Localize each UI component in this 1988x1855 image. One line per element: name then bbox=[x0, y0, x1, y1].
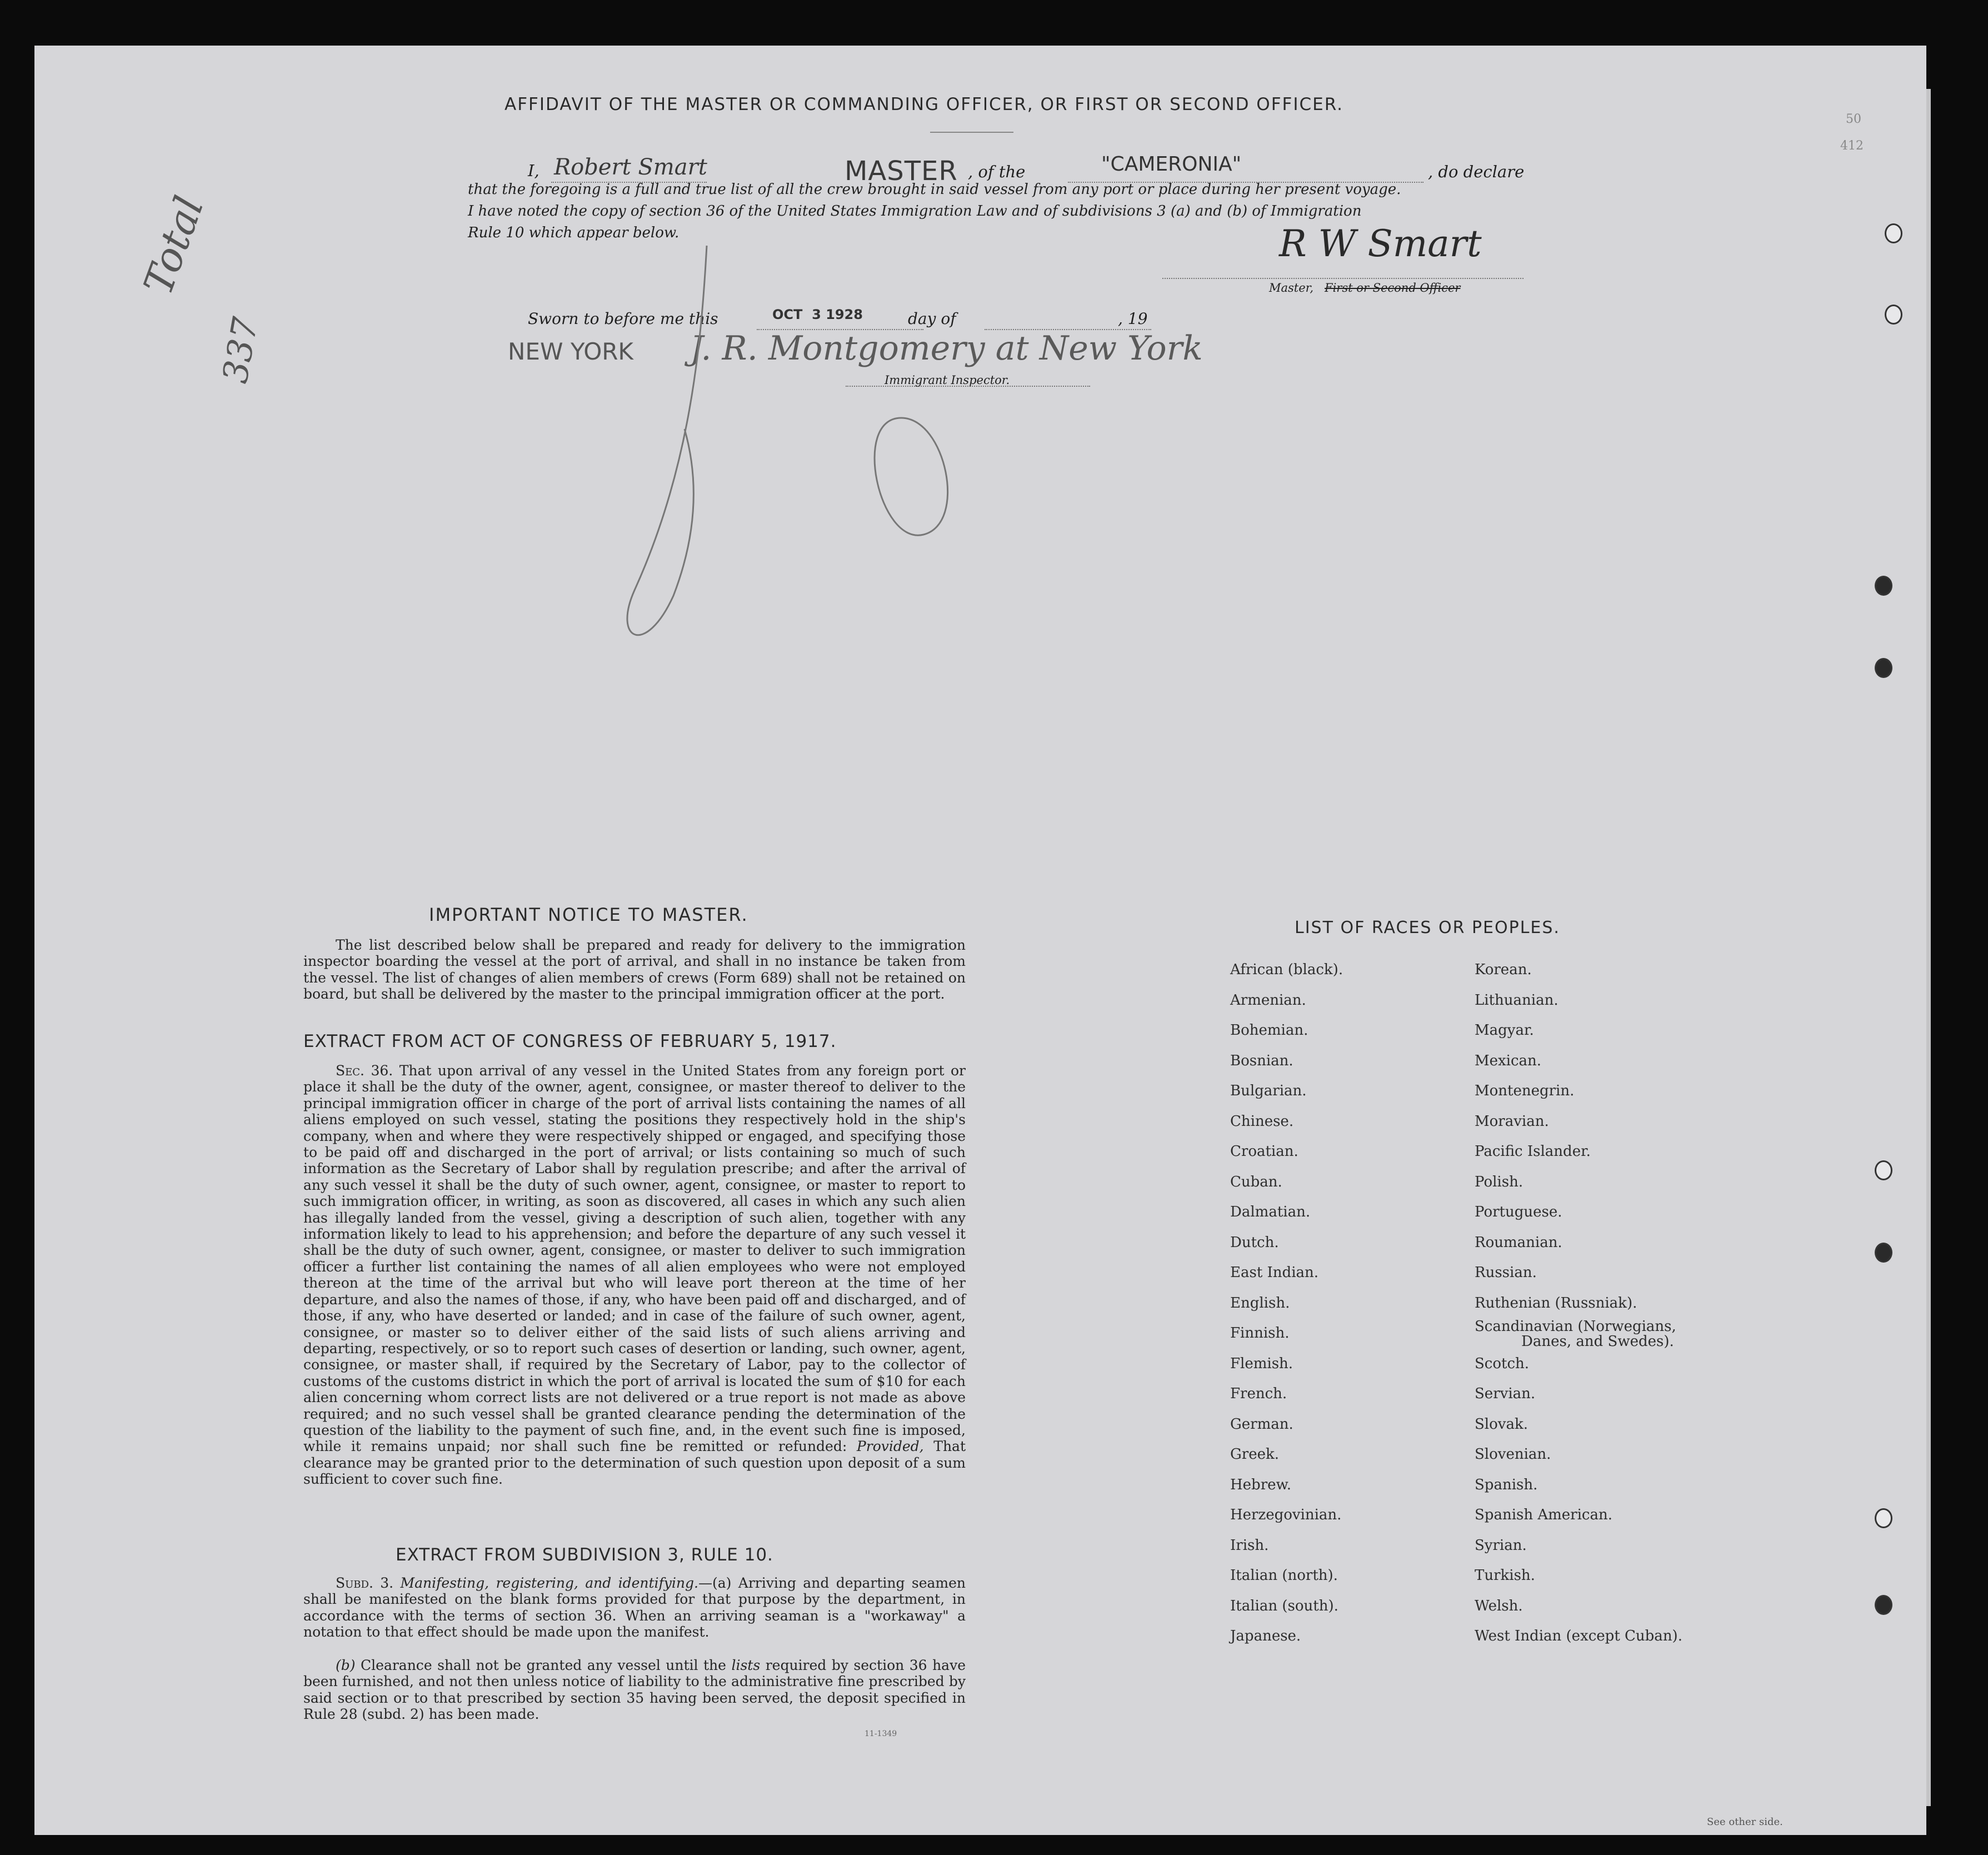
place-stamp: NEW YORK bbox=[508, 338, 633, 365]
race-item: Cuban. bbox=[1230, 1173, 1282, 1190]
act-body bbox=[303, 1063, 966, 1488]
inspector-flourish bbox=[590, 235, 1090, 679]
master-stamp: MASTER bbox=[845, 156, 958, 187]
race-item: Roumanian. bbox=[1475, 1234, 1562, 1251]
race-item: West Indian (except Cuban). bbox=[1475, 1628, 1682, 1644]
form-code: 11-1349 bbox=[865, 1729, 897, 1738]
year-prefix: , 19 bbox=[1118, 310, 1148, 328]
race-item: Pacific Islander. bbox=[1475, 1143, 1591, 1160]
vessel-name-stamp: "CAMERONIA" bbox=[1101, 153, 1242, 176]
affidavit-heading: AFFIDAVIT OF THE MASTER OR COMMANDING OFFICER, OR FIRST OR SECOND OFFICER. bbox=[505, 94, 1344, 114]
race-item: Bohemian. bbox=[1230, 1022, 1308, 1039]
race-item: Slovak. bbox=[1475, 1415, 1528, 1433]
rule-body-a bbox=[303, 1575, 966, 1640]
race-item: Dutch. bbox=[1230, 1234, 1279, 1251]
punch-hole bbox=[1875, 1243, 1892, 1263]
do-declare-label: , do declare bbox=[1428, 162, 1525, 181]
races-heading: LIST OF RACES OR PEOPLES. bbox=[1295, 918, 1560, 938]
race-item: Spanish. bbox=[1475, 1476, 1538, 1493]
master-name-handwritten: Robert Smart bbox=[554, 154, 707, 180]
race-item: German. bbox=[1230, 1415, 1293, 1433]
punch-hole bbox=[1875, 1160, 1892, 1180]
notice-body-text: The list described below shall be prepared and ready for delivery to the immigration inspector boarding the vessel at the port of arrival, and shall in no instance be taken from the vessel. The list of changes of alien members of crews (Form 689) shall not be retained on board, but shall be delivered by the master to the principal immigration officer at the port. bbox=[303, 937, 966, 1003]
notice-body bbox=[303, 937, 966, 1003]
race-item: Mexican. bbox=[1475, 1052, 1542, 1069]
rule-b-label: (b) bbox=[336, 1657, 356, 1673]
rule-a-text: —(a) Arriving and departing seamen shall be manifested on the blank forms provided for that purpose by the department, in accordance with the terms of section 36. When an arriving seaman is a "workaway" a notation to that effect should be made upon the manifest. bbox=[303, 1575, 966, 1640]
race-item: Irish. bbox=[1230, 1537, 1269, 1554]
rule-b-text-2: required by section 36 have been furnished, and not then unless notice of liability to the administrative fine prescribed by said section or to that prescribed by section 35 having been served, the deposit specified in Rule 28 (subd. 2) has been made. bbox=[303, 1657, 966, 1723]
race-item: Bosnian. bbox=[1230, 1052, 1293, 1069]
race-item: Greek. bbox=[1230, 1446, 1279, 1463]
race-item: Japanese. bbox=[1230, 1628, 1301, 1644]
punch-hole bbox=[1885, 305, 1902, 325]
punch-hole bbox=[1875, 1595, 1892, 1615]
race-item: Polish. bbox=[1475, 1173, 1524, 1190]
race-item: Finnish. bbox=[1230, 1325, 1290, 1342]
corner-mark-a: 50 bbox=[1846, 112, 1861, 126]
act-body-end: That clearance may be granted prior to the determination of such question upon deposit of a sum sufficient to cover such fine. bbox=[303, 1438, 966, 1488]
rule-heading: EXTRACT FROM SUBDIVISION 3, RULE 10. bbox=[396, 1545, 773, 1565]
sworn-text: Sworn to before me this bbox=[528, 310, 718, 328]
race-item: Spanish American. bbox=[1475, 1507, 1613, 1523]
punch-hole bbox=[1875, 658, 1892, 678]
inspector-signature: J. R. Montgomery at New York bbox=[690, 329, 1203, 368]
race-item: Lithuanian. bbox=[1475, 991, 1559, 1009]
race-item: Armenian. bbox=[1230, 991, 1306, 1009]
race-item: Bulgarian. bbox=[1230, 1083, 1307, 1099]
race-item: Croatian. bbox=[1230, 1143, 1298, 1160]
race-item: Dalmatian. bbox=[1230, 1204, 1311, 1220]
punch-hole bbox=[1885, 223, 1902, 243]
race-item: English. bbox=[1230, 1294, 1290, 1312]
master-signature: R W Smart bbox=[1279, 222, 1482, 265]
race-item: Syrian. bbox=[1475, 1537, 1527, 1554]
race-item: Hebrew. bbox=[1230, 1476, 1291, 1493]
race-item: Welsh. bbox=[1475, 1597, 1523, 1614]
race-item: Scandinavian (Norwegians, bbox=[1475, 1318, 1676, 1335]
race-item: Slovenian. bbox=[1475, 1446, 1551, 1463]
notice-heading: IMPORTANT NOTICE TO MASTER. bbox=[429, 904, 748, 925]
day-of-label: day of bbox=[908, 310, 956, 328]
document-page bbox=[34, 46, 1926, 1835]
race-item: Servian. bbox=[1475, 1385, 1536, 1402]
inspector-caption: Immigrant Inspector. bbox=[885, 373, 1010, 387]
race-item: Herzegovinian. bbox=[1230, 1507, 1342, 1523]
sworn-date-stamp: OCT 3 1928 bbox=[772, 307, 863, 322]
i-prefix: I, bbox=[528, 161, 540, 180]
race-item: Montenegrin. bbox=[1475, 1083, 1575, 1099]
corner-mark-b: 412 bbox=[1840, 139, 1864, 153]
race-item: Turkish. bbox=[1475, 1567, 1535, 1584]
race-item: Portuguese. bbox=[1475, 1204, 1562, 1220]
rule-b-text-1: Clearance shall not be granted any vessel until the bbox=[361, 1657, 726, 1673]
race-item: French. bbox=[1230, 1385, 1287, 1402]
rule-subd-label: Subd. 3. bbox=[336, 1575, 394, 1591]
punch-hole bbox=[1875, 576, 1892, 596]
margin-note-count: 337 bbox=[214, 314, 266, 386]
act-body-text: That upon arrival of any vessel in the United States from any foreign port or place it shall be the duty of the owner, agent, consignee, or master thereof to deliver to the principal immigration officer in charge of the port of arrival lists containing the names of all aliens employed on such vessel, stating the positions they respectively hold in the ship's company, when and where they were respectively shipped or engaged, and specifying those to be paid off and discharged in the port of arrival; or lists containing so much of such information as the Secretary of Labor shall by regulation prescribe; and after the arrival of any such vessel it shall be the duty of such owner, agent, consignee, or master to report to such immigration officer, in writing, as soon as discovered, all cases in which any such alien has illegally landed from the vessel, giving a description of such alien, together with any information likely to lead to his apprehension; and before the departure of any such vessel it shall be the duty of such owner, agent, consignee, or master to deliver to such immigration officer a further list containing the names of all alien employees who were not employed thereon at the time of the arrival but who will leave port thereon at the time of her departure, and also the names of those, if any, who have been paid off and discharged, and of those, if any, who have deserted or landed; and in case of the failure of such owner, agent, consignee, or master so to deliver either of the said lists of such aliens arriving and departing, respectively, or so to report such cases of desertion or landing, such owner, agent, consignee, or master shall, if required by the Secretary of Labor, pay to the collector of customs of the customs district in which the port of arrival is located the sum of $10 for each alien concerning whom correct lists are not delivered or a true report is not made as above required; and no such vessel shall be granted clearance pending the determination of the question of the liability to the payment of such fine, and, in the event such fine is imposed, while it remains unpaid; nor shall such fine be remitted or refunded: bbox=[303, 1063, 966, 1455]
signature-caption-master: Master, bbox=[1269, 281, 1314, 295]
margin-note-total: Total bbox=[134, 190, 213, 301]
footer-note: See other side. bbox=[1707, 1816, 1783, 1828]
race-item: Italian (south). bbox=[1230, 1597, 1338, 1614]
race-item: Italian (north). bbox=[1230, 1567, 1338, 1584]
race-item: East Indian. bbox=[1230, 1264, 1319, 1281]
declaration-line-3: I have noted the copy of section 36 of the United States Immigration Law and of subdivisions 3 (a) and (b) of Immigration bbox=[468, 203, 1362, 220]
race-item: Flemish. bbox=[1230, 1355, 1293, 1372]
race-item: Korean. bbox=[1475, 961, 1532, 978]
race-item: Moravian. bbox=[1475, 1113, 1549, 1130]
declaration-line-4: Rule 10 which appear below. bbox=[468, 225, 680, 241]
race-item-continuation: Danes, and Swedes). bbox=[1521, 1333, 1674, 1350]
race-item: Russian. bbox=[1475, 1264, 1537, 1281]
punch-hole bbox=[1875, 1508, 1892, 1528]
race-item: Scotch. bbox=[1475, 1355, 1530, 1372]
rule-subd-title: Manifesting, registering, and identifying. bbox=[400, 1575, 698, 1591]
of-the-label: , of the bbox=[968, 162, 1026, 181]
signature-caption-struck: First or Second Officer bbox=[1325, 281, 1461, 295]
act-sec-label: Sec. 36. bbox=[336, 1063, 393, 1079]
act-heading: EXTRACT FROM ACT OF CONGRESS OF FEBRUARY 5, 1917. bbox=[303, 1031, 837, 1051]
race-item: Chinese. bbox=[1230, 1113, 1294, 1130]
race-item: Magyar. bbox=[1475, 1022, 1534, 1039]
race-item: Ruthenian (Russniak). bbox=[1475, 1294, 1637, 1312]
heading-underline bbox=[930, 132, 1013, 133]
act-provided: Provided, bbox=[856, 1438, 924, 1455]
rule-body-b bbox=[303, 1657, 966, 1723]
declaration-line-2: that the foregoing is a full and true list of all the crew brought in said vessel from any port or place during her present voyage. bbox=[468, 181, 1401, 198]
rule-b-lists: lists bbox=[731, 1657, 761, 1673]
race-item: African (black). bbox=[1230, 961, 1343, 978]
signature-line bbox=[1162, 278, 1524, 279]
